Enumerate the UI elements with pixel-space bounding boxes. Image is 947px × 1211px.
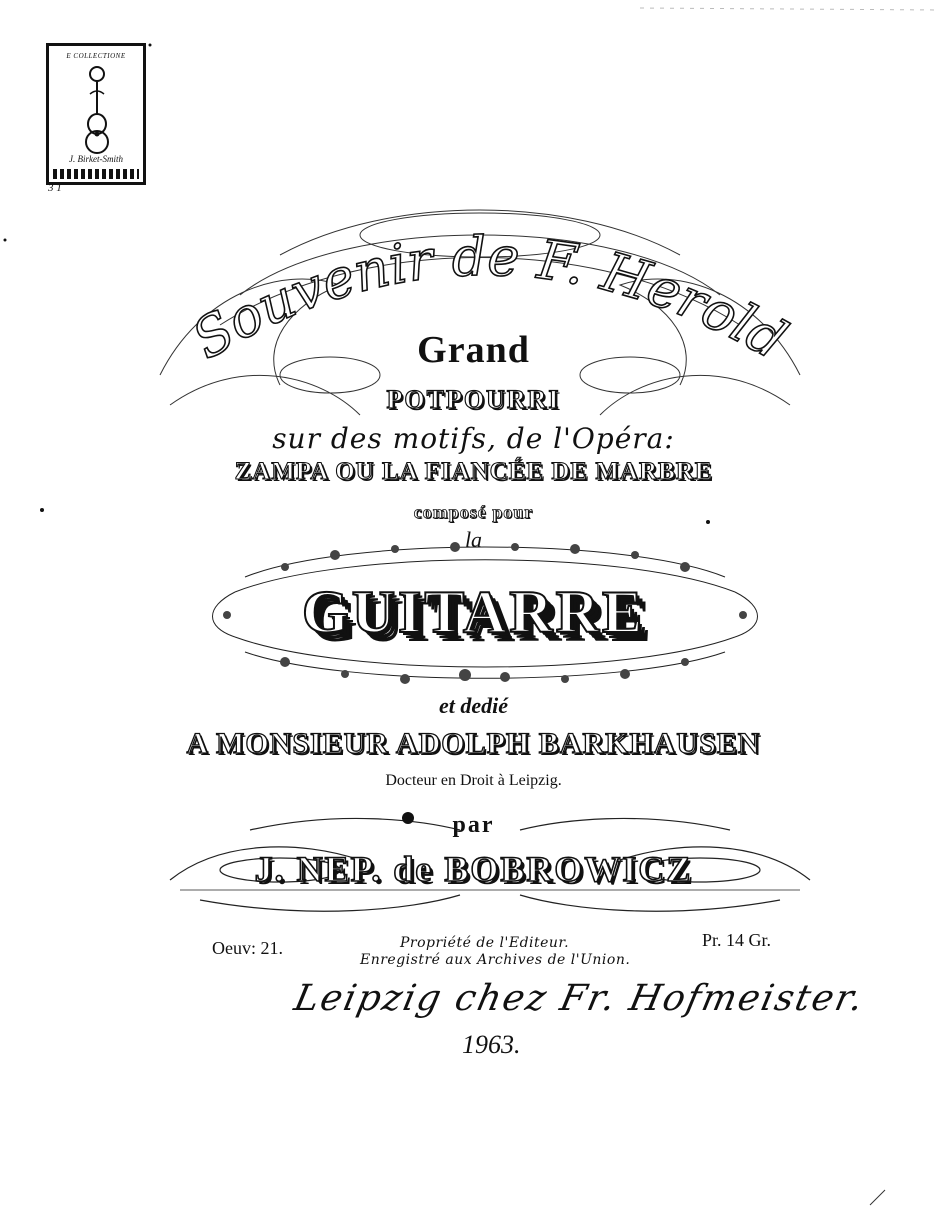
title-compose-pour: composé pour (413, 502, 534, 522)
par-text: par (452, 812, 495, 838)
stamp-collection-text: E COLLECTIONE (66, 52, 126, 60)
title-opera: ZAMPA OU LA FIANCÉE DE MARBRE (234, 458, 713, 485)
plate-number: 1963. (462, 1030, 521, 1059)
publisher-line: Leipzig chez Fr. Hofmeister. (290, 978, 869, 1019)
title-motifs: sur des motifs, de l'Opéra: (272, 422, 675, 455)
souvenir-script-text: Souvenir de F. Herold (181, 224, 797, 372)
property-line-2: Enregistré aux Archives de l'Union. (360, 952, 631, 968)
shelf-mark: 3 1 (48, 182, 62, 194)
et-dedie: et dedié (438, 693, 509, 718)
composer-name: J. NEP. de BOBROWICZ (254, 849, 693, 889)
title-instrument: GUITARRE (302, 579, 645, 645)
title-potpourri: POTPOURRI (386, 385, 561, 414)
dedication-title: Docteur en Droit à Leipzig. (385, 772, 562, 789)
property-line-1: Propriété de l'Editeur. (400, 935, 570, 951)
price: Pr. 14 Gr. (702, 930, 772, 950)
title-la: la (464, 527, 483, 552)
dedication-recipient: A MONSIEUR ADOLPH BARKHAUSEN (186, 727, 761, 760)
stamp-owner-text: J. Birket-Smith (69, 154, 123, 164)
title-grand: Grand (417, 329, 530, 371)
opus-number: Oeuv: 21. (212, 938, 283, 958)
